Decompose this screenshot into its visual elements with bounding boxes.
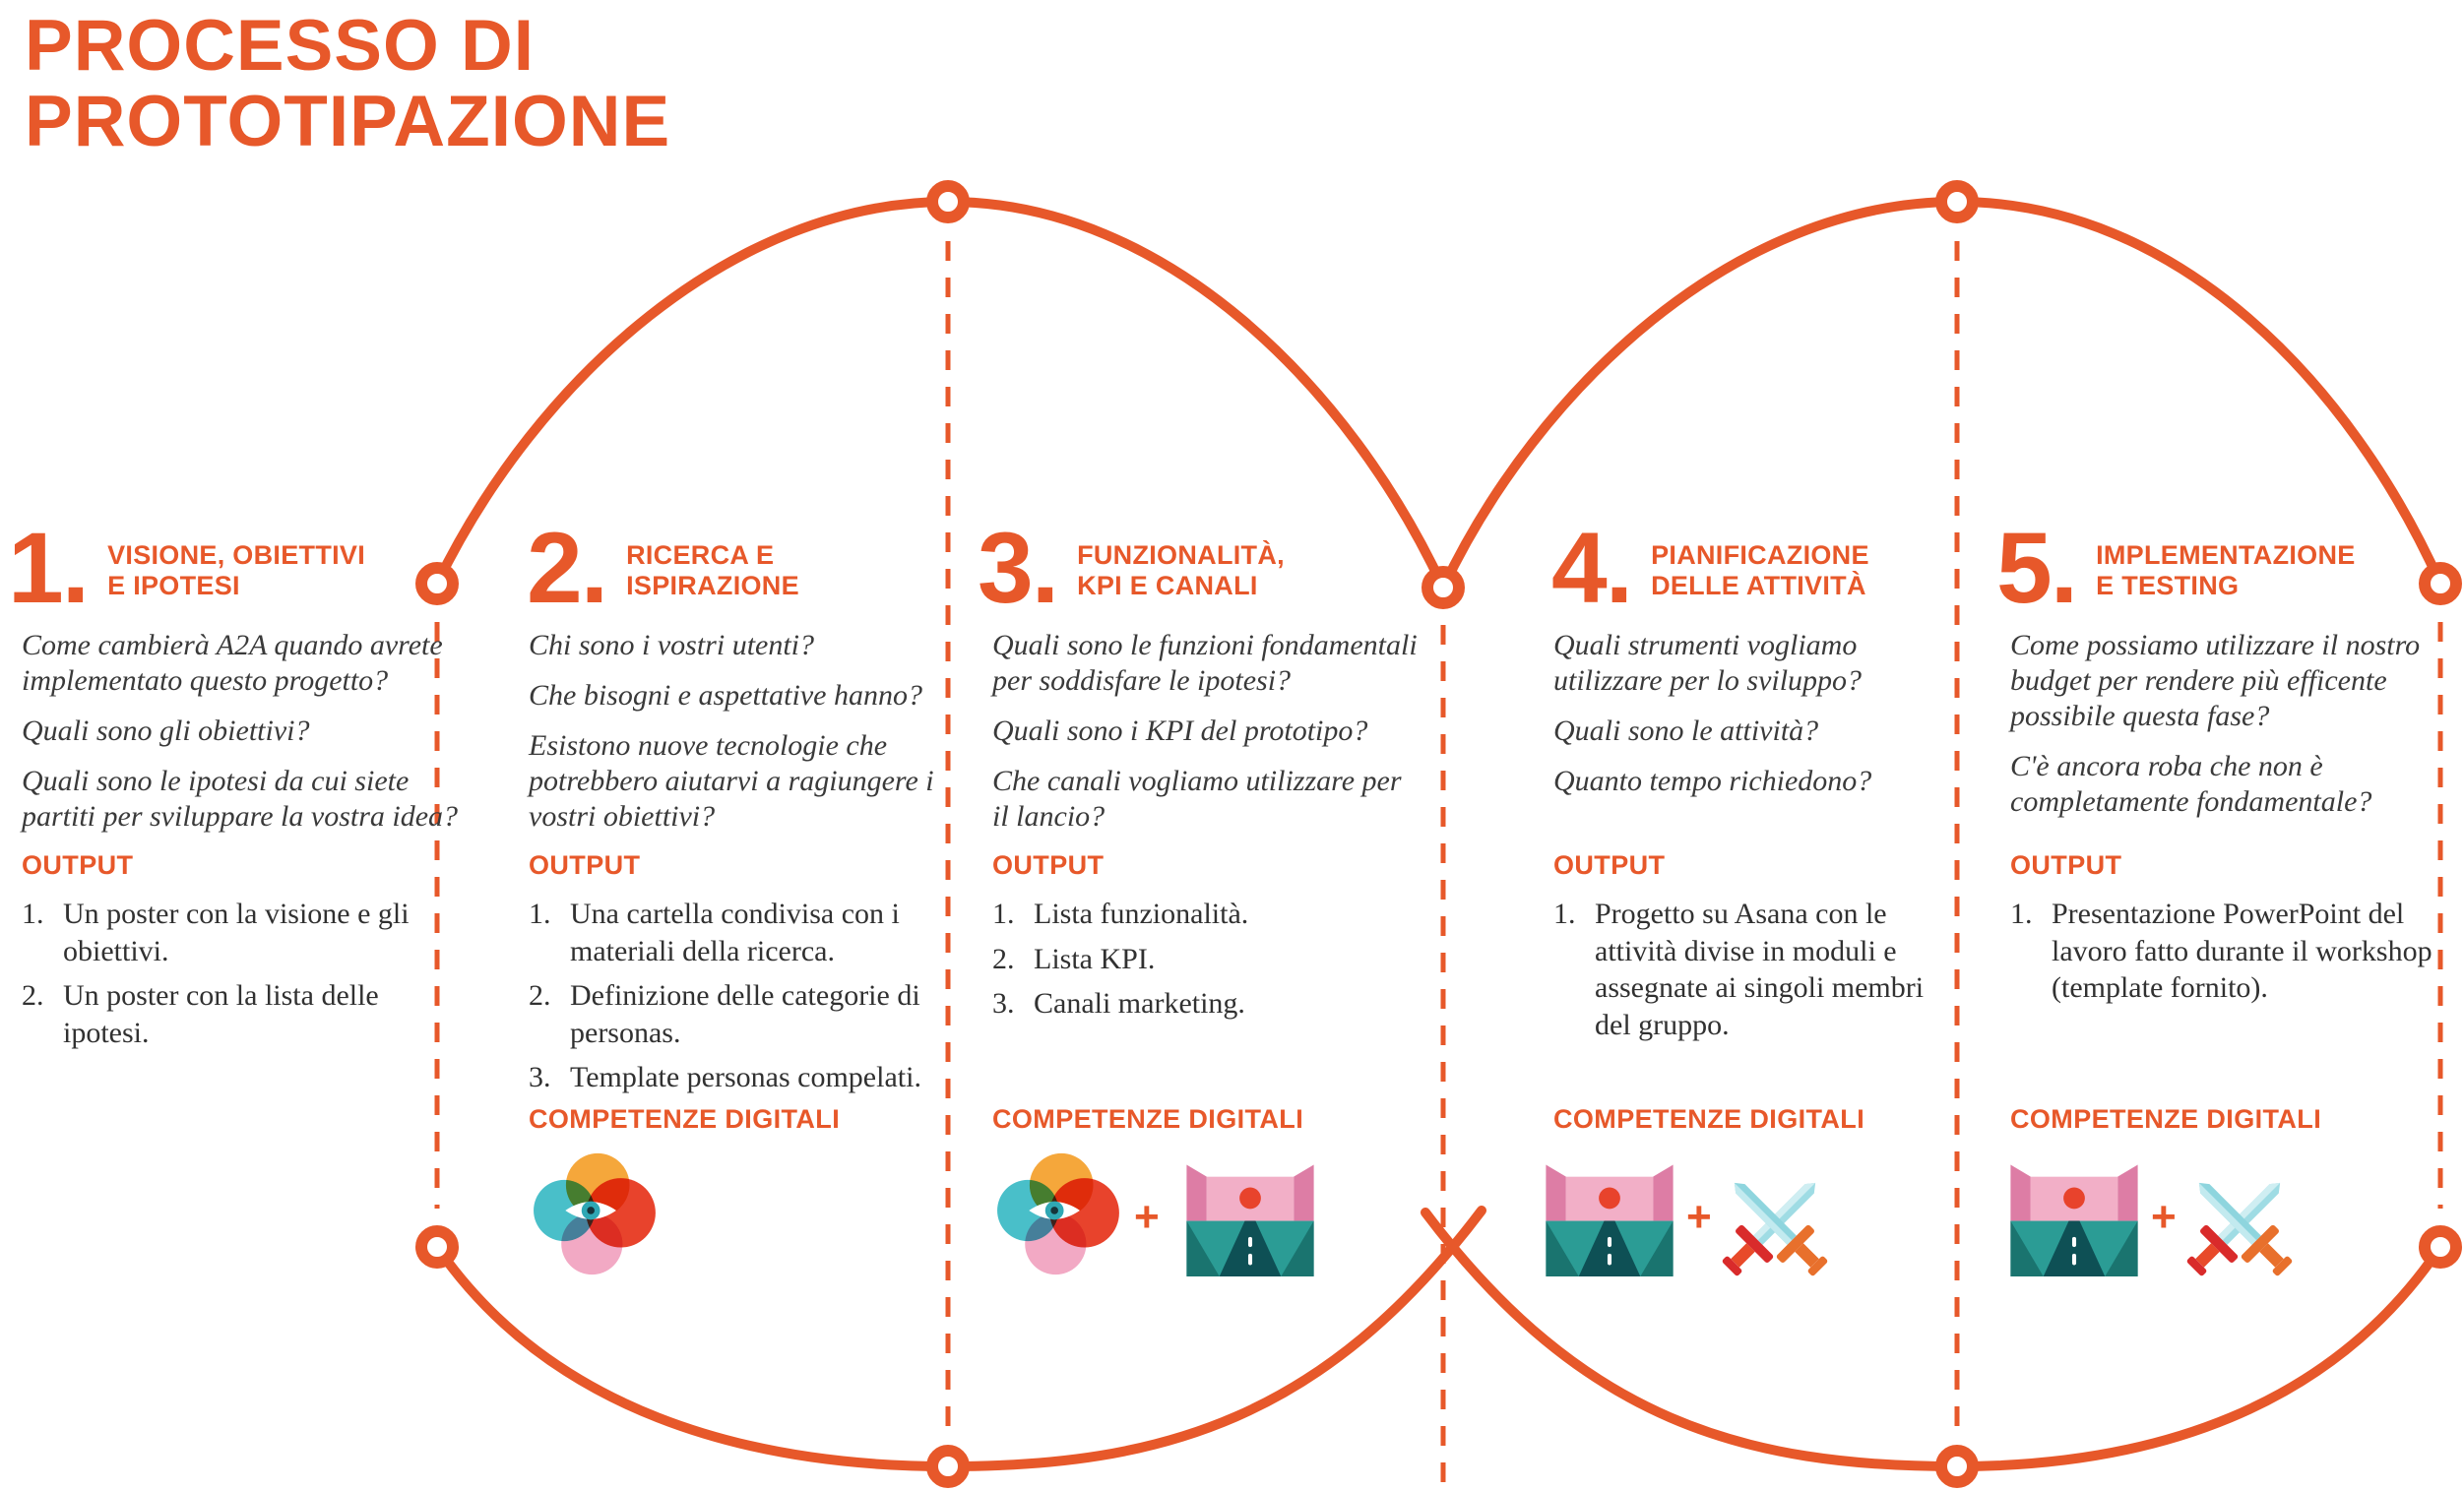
node-circle <box>2425 568 2456 599</box>
step-5-competenze-label: COMPETENZE DIGITALI <box>2010 1104 2322 1134</box>
road-icon <box>2010 1159 2138 1276</box>
step-4-title: PIANIFICAZIONE DELLE ATTIVITÀ <box>1651 540 1869 600</box>
question: Quali strumenti vogliamo utilizzare per lo sviluppo? <box>1553 629 1863 697</box>
node-circle <box>1941 186 1973 217</box>
step-3-competenze-label: COMPETENZE DIGITALI <box>992 1104 1304 1134</box>
step-4-questions <box>1553 628 1932 814</box>
plus-icon: + <box>1686 1193 1712 1241</box>
node-circle <box>421 568 453 599</box>
step-4-output-label: OUTPUT <box>1553 850 1666 880</box>
eye-flower-icon <box>527 1148 660 1280</box>
output-item: 3. Canali marketing. <box>992 987 1245 1020</box>
step-1-header <box>8 512 366 624</box>
question: Come cambierà A2A quando avrete implementato questo progetto? <box>22 629 443 697</box>
question: Quali sono le funzioni fondamentali per soddisfare le ipotesi? <box>992 629 1418 697</box>
step-5-title: IMPLEMENTAZIONE E TESTING <box>2096 540 2356 600</box>
step-3-number: 3. <box>978 512 1058 624</box>
output-item: 1. Un poster con la visione e gli obiettivi. <box>22 898 410 967</box>
road-icon <box>1546 1159 1674 1276</box>
step-3-header <box>978 512 1285 624</box>
output-item: 2. Lista KPI. <box>992 942 1156 975</box>
step-2-title: RICERCA E ISPIRAZIONE <box>626 540 799 600</box>
question: Che bisogni e aspettative hanno? <box>529 679 922 712</box>
road-icon <box>1186 1159 1314 1276</box>
question: Esistono nuove tecnologie che potrebbero aiutarvi a ragiungere i vostri obiettivi? <box>529 729 934 833</box>
step-5-questions <box>2010 628 2455 835</box>
step-5-header <box>1996 512 2356 624</box>
plus-icon: + <box>1134 1193 1160 1241</box>
question: Come possiamo utilizzare il nostro budget per rendere più efficente possibile questa fase? <box>2010 629 2421 732</box>
step-5-output-label: OUTPUT <box>2010 850 2122 880</box>
question: Quali sono gli obiettivi? <box>22 714 310 747</box>
step-1-output-list <box>22 896 463 1059</box>
node-circle <box>2425 1231 2456 1263</box>
crossed-swords-icon <box>2180 1163 2300 1283</box>
question: Quali sono le ipotesi da cui siete partiti per sviluppare la vostra idea? <box>22 765 459 833</box>
output-item: 2. Un poster con la lista delle ipotesi. <box>22 979 379 1049</box>
output-item: 1. Una cartella condivisa con i materiali della ricerca. <box>529 898 900 967</box>
step-3-title: FUNZIONALITÀ, KPI E CANALI <box>1077 540 1285 600</box>
step-4-competenze-label: COMPETENZE DIGITALI <box>1553 1104 1865 1134</box>
question: Chi sono i vostri utenti? <box>529 629 815 661</box>
output-item: 1. Lista funzionalità. <box>992 898 1249 930</box>
output-item: 2. Definizione delle categorie di personas. <box>529 979 920 1049</box>
step-2-output-list <box>529 896 954 1104</box>
step-5-output-list <box>2010 896 2455 1015</box>
question: Quanto tempo richiedono? <box>1553 765 1872 797</box>
step-2-competenze-label: COMPETENZE DIGITALI <box>529 1104 841 1134</box>
step-1-questions <box>22 628 463 849</box>
step-3-output-list <box>992 896 1418 1030</box>
page-title-line1: PROCESSO DI <box>25 6 536 86</box>
step-2-header <box>527 512 799 624</box>
step-2-output-label: OUTPUT <box>529 850 641 880</box>
node-circle <box>1941 1451 1973 1482</box>
node-circle <box>932 1451 964 1482</box>
step-1-number: 1. <box>8 512 89 624</box>
step-4-number: 4. <box>1551 512 1632 624</box>
node-circle <box>932 186 964 217</box>
step-1-output-label: OUTPUT <box>22 850 134 880</box>
output-item: 3. Template personas compelati. <box>529 1061 921 1093</box>
eye-flower-icon <box>990 1148 1123 1280</box>
step-3-output-label: OUTPUT <box>992 850 1105 880</box>
plus-icon: + <box>2151 1193 2177 1241</box>
page-title-line2: PROTOTIPAZIONE <box>25 82 671 162</box>
node-circle <box>1427 572 1459 603</box>
crossed-swords-icon <box>1715 1163 1835 1283</box>
question: Che canali vogliamo utilizzare per il lancio? <box>992 765 1402 833</box>
step-5-number: 5. <box>1996 512 2077 624</box>
step-4-header <box>1551 512 1869 624</box>
output-item: 1. Progetto su Asana con le attività divise in moduli e assegnate ai singoli membri del gruppo. <box>1553 898 1925 1041</box>
node-circle <box>421 1231 453 1263</box>
step-1-title: VISIONE, OBIETTIVI E IPOTESI <box>107 540 366 600</box>
step-3-questions <box>992 628 1418 849</box>
output-item: 1. Presentazione PowerPoint del lavoro fatto durante il workshop (template fornito). <box>2010 898 2432 1004</box>
question: Quali sono i KPI del prototipo? <box>992 714 1368 747</box>
step-2-number: 2. <box>527 512 607 624</box>
step-4-output-list <box>1553 896 1932 1051</box>
question: C'è ancora roba che non è completamente fondamentale? <box>2010 750 2372 818</box>
step-2-questions <box>529 628 954 849</box>
question: Quali sono le attività? <box>1553 714 1819 747</box>
